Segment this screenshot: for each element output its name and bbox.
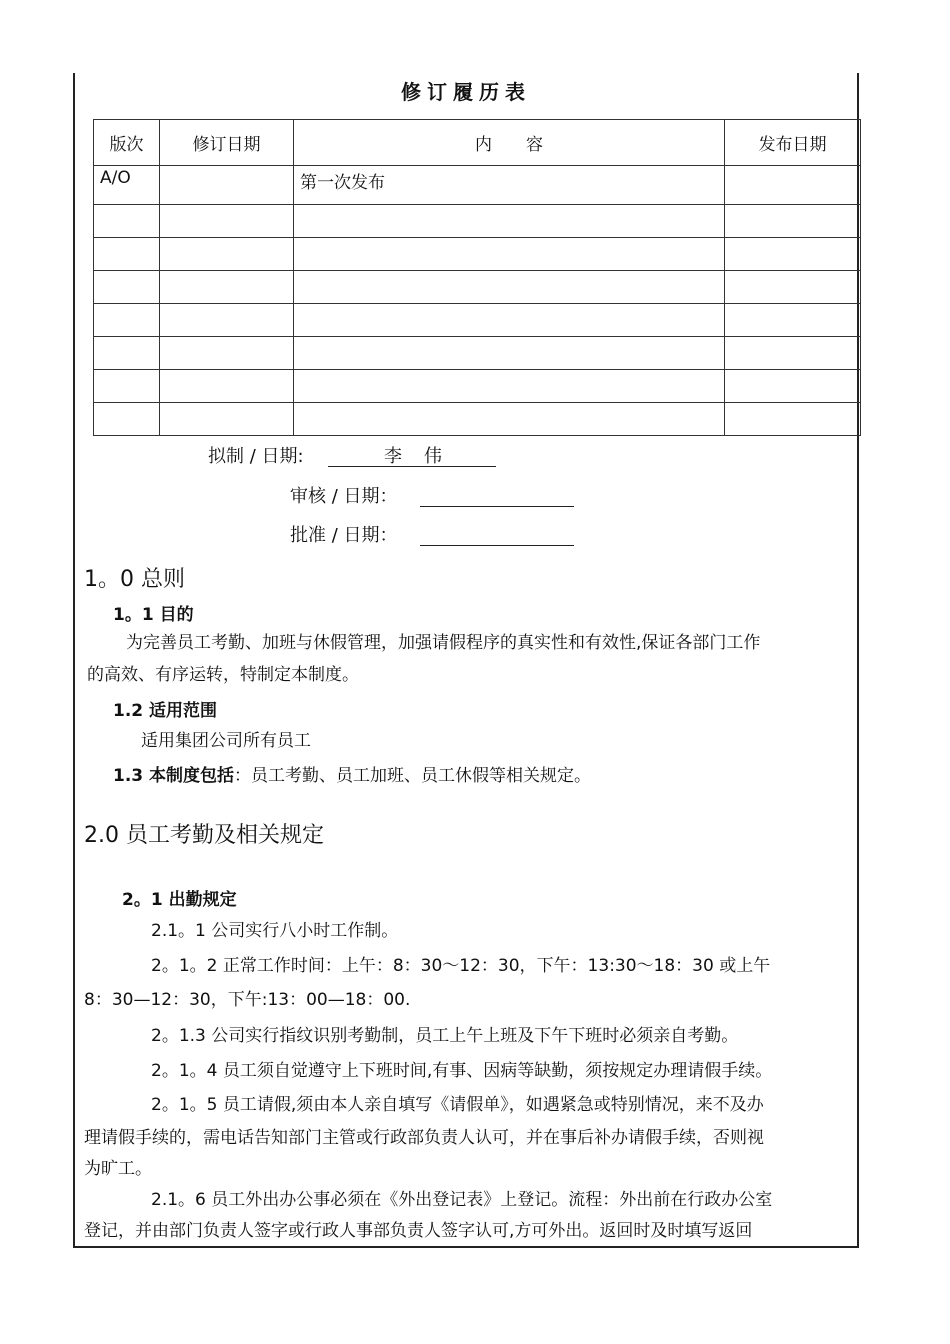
para-line: 2。1。5 员工请假,须由本人亲自填写《请假单》，如遇紧急或特别情况，来不及办 [151, 1095, 764, 1115]
cell-revision-date [160, 166, 294, 205]
para-line: 8：30—12：30，下午:13：00—18：00. [84, 990, 411, 1010]
para-line: 2.1。6 员工外出办公事必须在《外出登记表》上登记。流程：外出前在行政办公室 [151, 1190, 773, 1210]
table-row [94, 166, 861, 205]
table-row [94, 271, 861, 304]
table-row [94, 337, 861, 370]
table-cell [160, 370, 294, 403]
draft-label: 拟制 / 日期: [208, 446, 304, 467]
table-cell [160, 304, 294, 337]
table-cell [725, 238, 861, 271]
table-cell [160, 337, 294, 370]
table-cell [725, 370, 861, 403]
table-cell [160, 271, 294, 304]
cell-version: A/O [94, 166, 160, 205]
table-row [94, 238, 861, 271]
table-cell [294, 205, 725, 238]
section-2-1-title: 2。1 出勤规定 [122, 890, 237, 910]
review-label: 审核 / 日期： [290, 486, 398, 507]
header-publish-date: 发布日期 [725, 120, 861, 166]
section-1-2-title: 1.2 适用范围 [113, 701, 218, 721]
approve-label: 批准 / 日期： [290, 525, 398, 546]
table-cell [94, 304, 160, 337]
cell-content: 第一次发布 [294, 166, 725, 205]
section1-title: 1。0 总则 [84, 567, 185, 592]
section-1-1-text-line1: 为完善员工考勤、加班与休假管理，加强请假程序的真实性和有效性,保证各部门工作 [126, 633, 761, 653]
para-line: 2。1。2 正常工作时间：上午：8：30～12：30，下午：13:30～18：30 或上午 [151, 956, 771, 976]
table-cell [294, 238, 725, 271]
table-cell [725, 304, 861, 337]
table-cell [94, 238, 160, 271]
cell-publish-date [725, 166, 861, 205]
table-row [94, 304, 861, 337]
section-1-3-label: 1.3 本制度包括 [113, 766, 235, 786]
para-line: 2。1.3 公司实行指纹识别考勤制，员工上午上班及下午下班时必须亲自考勤。 [151, 1026, 739, 1046]
revision-history-table [93, 119, 861, 436]
table-cell [294, 337, 725, 370]
table-cell [294, 370, 725, 403]
table-cell [294, 304, 725, 337]
table-cell [725, 337, 861, 370]
table-cell [294, 271, 725, 304]
table-cell [94, 370, 160, 403]
header-content: 内 容 [294, 120, 725, 166]
page-frame-left [73, 73, 75, 1248]
table-row [94, 205, 861, 238]
review-signature-line [420, 506, 574, 507]
para-line: 为旷工。 [84, 1159, 152, 1179]
draft-signature-value: 李 伟 [384, 446, 444, 467]
table-cell [160, 205, 294, 238]
table-cell [725, 271, 861, 304]
para-line: 理请假手续的，需电话告知部门主管或行政部负责人认可，并在事后补办请假手续，否则视 [84, 1128, 764, 1148]
table-cell [94, 403, 160, 436]
table-cell [725, 403, 861, 436]
section2-title: 2.0 员工考勤及相关规定 [84, 823, 324, 848]
table-cell [294, 403, 725, 436]
table-cell [160, 238, 294, 271]
section-1-2-text: 适用集团公司所有员工 [141, 731, 311, 751]
section-1-3-text: ：员工考勤、员工加班、员工休假等相关规定。 [234, 766, 592, 786]
table-row [94, 370, 861, 403]
section-1-1-text-line2: 的高效、有序运转，特制定本制度。 [87, 665, 359, 685]
para-line: 登记，并由部门负责人签字或行政人事部负责人签字认可,方可外出。返回时及时填写返回 [84, 1221, 753, 1241]
para-line: 2。1。4 员工须自觉遵守上下班时间,有事、因病等缺勤，须按规定办理请假手续。 [151, 1061, 773, 1081]
revision-table-title: 修订履历表 [401, 80, 531, 104]
table-cell [725, 205, 861, 238]
table-cell [94, 271, 160, 304]
header-revision-date: 修订日期 [160, 120, 294, 166]
section-1-3-paragraph [113, 759, 591, 793]
table-cell [160, 403, 294, 436]
table-row [94, 403, 861, 436]
table-cell [94, 337, 160, 370]
header-version: 版次 [94, 120, 160, 166]
table-cell [94, 205, 160, 238]
section-1-1-title: 1。1 目的 [113, 605, 194, 625]
approve-signature-line [420, 545, 574, 546]
para-line: 2.1。1 公司实行八小时工作制。 [151, 921, 399, 941]
